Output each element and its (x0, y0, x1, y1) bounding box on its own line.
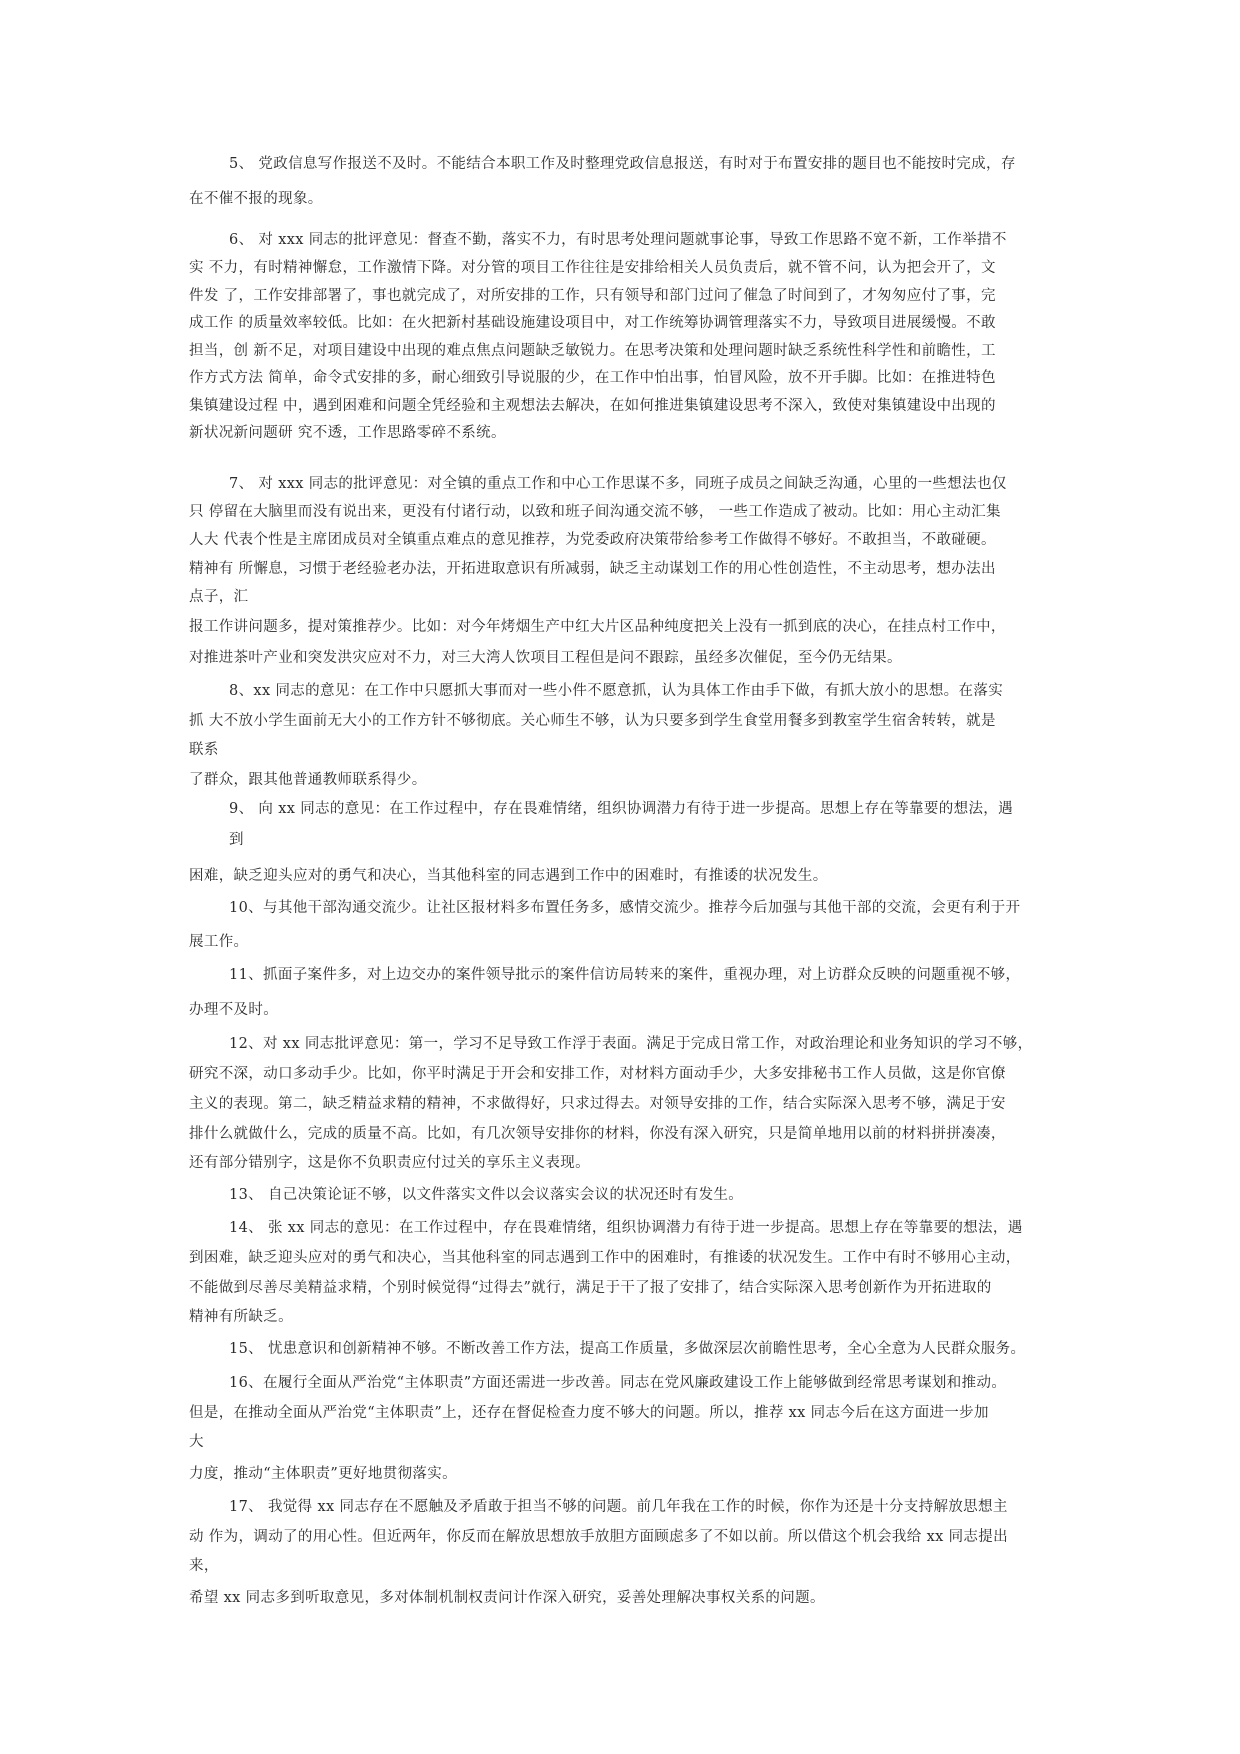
text-line: 7、 对 xxx 同志的批评意见：对全镇的重点工作和中心工作思谋不多，同班子成员之间缺乏沟通，心里的一些想法也仅 (229, 476, 1007, 492)
text-line: 13、 自己决策论证不够，以文件落实文件以会议落实会议的状况还时有发生。 (229, 1187, 744, 1203)
text-line: 担当，创 新不足，对项目建设中出现的难点焦点问题缺乏敏锐力。在思考决策和处理问题时缺乏系统性科学性和前瞻性，工 (189, 343, 996, 359)
text-line: 15、 忧患意识和创新精神不够。不断改善工作方法，提高工作质量，多做深层次前瞻性思考，全心全意为人民群众服务。 (229, 1341, 1026, 1357)
text-line: 动 作为，调动了的用心性。但近两年，你反而在解放思想放手放胆方面顾虑多了不如以前。所以借这个机会我给 xx 同志提出 (189, 1529, 1008, 1545)
text-line: 排什么就做什么，完成的质量不高。比如，有几次领导安排你的材料，你没有深入研究，只是简单地用以前的材料拼拼凑凑， (189, 1126, 1006, 1142)
text-line: 16、在履行全面从严治党“主体职责”方面还需进一步改善。同志在党风廉政建设工作上能够做到经常思考谋划和推动。 (229, 1375, 1007, 1391)
text-line: 大 (189, 1434, 204, 1450)
text-line: 报工作讲问题多，提对策推荐少。比如：对今年烤烟生产中红大片区品种纯度把关上没有一抓到底的决心，在挂点村工作中， (189, 619, 1006, 635)
text-line: 点子，汇 (189, 589, 249, 605)
text-line: 抓 大不放小学生面前无大小的工作方针不够彻底。关心师生不够，认为只要多到学生食堂用餐多到教室学生宿舍转转，就是 (189, 713, 996, 729)
text-line: 精神有 所懈息，习惯于老经验老办法，开拓进取意识有所减弱，缺乏主动谋划工作的用心性创造性，不主动思考，想办法出 (189, 561, 996, 577)
text-line: 对推进茶叶产业和突发洪灾应对不力，对三大湾人饮项目工程但是问不跟踪，虽经多次催促，至今仍无结果。 (189, 650, 902, 666)
text-line: 希望 xx 同志多到听取意见，多对体制机制权责问计作深入研究，妥善处理解决事权关系的问题。 (189, 1590, 825, 1606)
text-line: 成工作 的质量效率较低。比如：在火把新村基础设施建设项目中，对工作统筹协调管理落实不力，导致项目进展缓慢。不敢 (189, 315, 996, 331)
text-line: 17、 我觉得 xx 同志存在不愿触及矛盾敢于担当不够的问题。前几年我在工作的时候，你作为还是十分支持解放思想主 (229, 1499, 1008, 1515)
text-line: 人大 代表个性是主席团成员对全镇重点难点的意见推荐，为党委政府决策带给参考工作做得不够好。不敢担当，不敢碰硬。 (189, 532, 996, 548)
text-line: 还有部分错别字，这是你不负职责应付过关的享乐主义表现。 (189, 1155, 590, 1171)
text-line: 10、与其他干部沟通交流少。让社区报材料多布置任务多，感情交流少。推荐今后加强与其他干部的交流，会更有利于开 (229, 900, 1021, 916)
text-line: 了群众，跟其他普通教师联系得少。 (189, 772, 427, 788)
text-line: 到困难，缺乏迎头应对的勇气和决心，当其他科室的同志遇到工作中的困难时，有推诿的状况发生。工作中有时不够用心主动， (189, 1250, 1021, 1266)
text-line: 9、 向 xx 同志的意见：在工作过程中，存在畏难情绪，组织协调潜力有待于进一步提高。思想上存在等靠要的想法，遇 (229, 801, 1014, 817)
text-line: 主义的表现。第二，缺乏精益求精的精神，不求做得好，只求过得去。对领导安排的工作，结合实际深入思考不够，满足于安 (189, 1096, 1006, 1112)
text-line: 实 不力，有时精神懈怠，工作激情下降。对分管的项目工作往往是安排给相关人员负责后，就不管不问，认为把会开了，文 (189, 260, 996, 276)
text-line: 联系 (189, 742, 219, 758)
text-line: 到 (229, 832, 244, 848)
text-line: 6、 对 xxx 同志的批评意见：督查不勤，落实不力，有时思考处理问题就事论事，导致工作思路不宽不新，工作举措不 (229, 232, 1007, 248)
text-line: 作方式方法 简单，命令式安排的多，耐心细致引导说服的少，在工作中怕出事，怕冒风险，放不开手脚。比如：在推进特色 (189, 370, 996, 386)
text-line: 新状况新问题研 究不透，工作思路零碎不系统。 (189, 425, 506, 441)
text-line: 5、 党政信息写作报送不及时。不能结合本职工作及时整理党政信息报送，有时对于布置安排的题目也不能按时完成，存 (229, 156, 1016, 172)
text-line: 来， (189, 1558, 219, 1574)
text-line: 11、抓面子案件多，对上边交办的案件领导批示的案件信访局转来的案件，重视办理，对上访群众反映的问题重视不够， (229, 967, 1021, 983)
text-line: 12、对 xx 同志批评意见：第一，学习不足导致工作浮于表面。满足于完成日常工作，对政治理论和业务知识的学习不够， (229, 1036, 1033, 1052)
text-line: 力度，推动“主体职责”更好地贯彻落实。 (189, 1466, 457, 1482)
text-line: 在不催不报的现象。 (189, 191, 323, 207)
text-line: 不能做到尽善尽美精益求精，个别时候觉得“过得去”就行，满足于干了报了安排了，结合实际深入思考创新作为开拓进取的 (189, 1280, 992, 1296)
text-line: 但是，在推动全面从严治党“主体职责”上，还存在督促检查力度不够大的问题。所以，推荐 xx 同志今后在这方面进一步加 (189, 1405, 989, 1421)
text-line: 办理不及时。 (189, 1002, 279, 1018)
text-line: 困难，缺乏迎头应对的勇气和决心，当其他科室的同志遇到工作中的困难时，有推诿的状况发生。 (189, 868, 828, 884)
text-line: 只 停留在大脑里而没有说出来，更没有付诸行动，以致和班子间沟通交流不够， 一些工作造成了被动。比如：用心主动汇集 (189, 504, 1001, 520)
text-line: 集镇建设过程 中，遇到困难和问题全凭经验和主观想法去解决，在如何推进集镇建设思考不深入，致使对集镇建设中出现的 (189, 398, 996, 414)
text-line: 展工作。 (189, 934, 249, 950)
text-line: 精神有所缺乏。 (189, 1309, 293, 1325)
text-line: 14、 张 xx 同志的意见：在工作过程中，存在畏难情绪，组织协调潜力有待于进一步提高。思想上存在等靠要的想法，遇 (229, 1220, 1023, 1236)
text-line: 研究不深，动口多动手少。比如，你平时满足于开会和安排工作，对材料方面动手少，大多安排秘书工作人员做，这是你官僚 (189, 1066, 1006, 1082)
text-line: 件发 了，工作安排部署了，事也就完成了，对所安排的工作，只有领导和部门过问了催急了时间到了，才匆匆应付了事，完 (189, 288, 996, 304)
text-line: 8、xx 同志的意见：在工作中只愿抓大事而对一些小件不愿意抓，认为具体工作由手下做，有抓大放小的思想。在落实 (229, 683, 1004, 699)
